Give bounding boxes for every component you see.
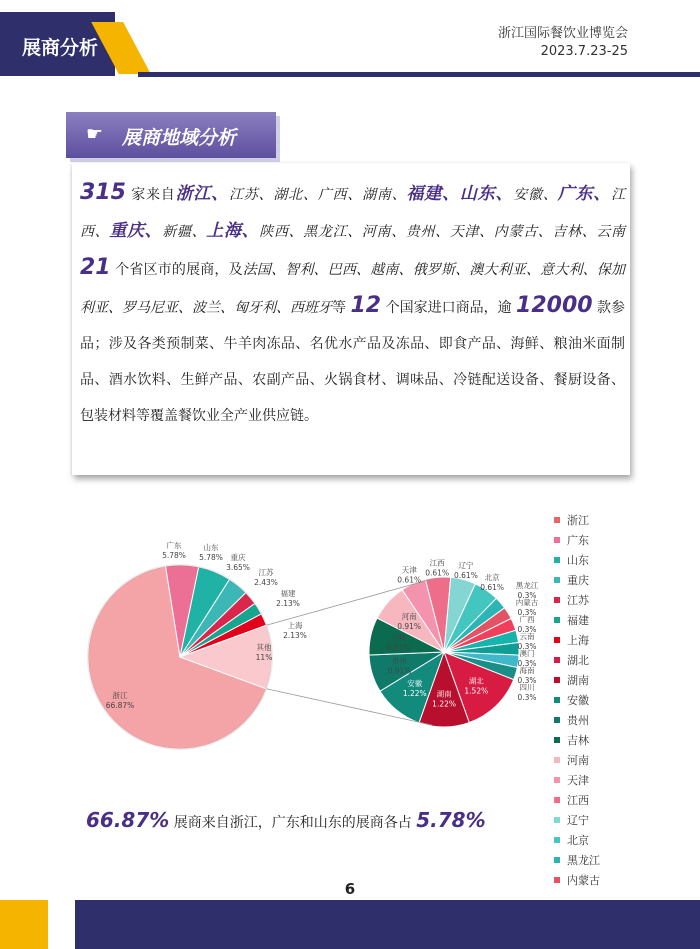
legend-item: [554, 510, 694, 530]
legend-label: 湖南: [567, 674, 589, 687]
sub-pie-label: 0.91%: [397, 622, 422, 632]
text-span: 个国家进口商品，逾: [385, 300, 512, 316]
legend-swatch: [554, 597, 560, 603]
region-count: 21: [80, 255, 111, 280]
main-pie-label: 福建: [280, 589, 296, 598]
sub-pie-label: 黑龙江: [515, 581, 539, 590]
legend-label: 山东: [567, 554, 589, 567]
legend-swatch: [554, 697, 560, 703]
highlight-zhejiang: 浙江、: [175, 184, 229, 204]
legend-swatch: [554, 797, 560, 803]
legend-label: 吉林: [567, 734, 589, 747]
text-span: 新疆、: [162, 224, 207, 240]
legend-item: [554, 670, 694, 690]
legend-item: [554, 570, 694, 590]
summary-text: 展商来自浙江，广东和山东的展商各占: [173, 815, 412, 831]
sub-pie-label: 0.91%: [386, 643, 411, 653]
main-pie-label: 3.65%: [226, 563, 250, 572]
sub-pie-label: 0.3%: [517, 591, 537, 600]
legend-label: 天津: [567, 774, 589, 787]
section-title-box: [66, 112, 276, 158]
zhejiang-percent: 66.87%: [86, 808, 170, 832]
sub-pie-label: 河南: [401, 612, 417, 622]
legend-label: 安徽: [567, 694, 589, 707]
legend-item: [554, 710, 694, 730]
text-span: 等: [332, 300, 347, 316]
sub-pie-label: 湖北: [468, 676, 484, 686]
highlight-guangdong: 广东、: [557, 184, 612, 204]
legend-swatch: [554, 617, 560, 623]
sub-pie-label: 0.61%: [425, 568, 450, 578]
sub-pie-label: 0.61%: [397, 575, 422, 585]
main-pie-label: 广东: [166, 541, 182, 550]
legend-item: [554, 610, 694, 630]
main-pie-label: 11%: [255, 653, 273, 662]
legend-swatch: [554, 757, 560, 763]
text-span: 江苏、湖北、广西、湖南、: [228, 187, 407, 203]
sub-pie-label: 0.61%: [480, 582, 505, 592]
sub-pie-label: 0.3%: [517, 625, 537, 634]
legend-item: [554, 690, 694, 710]
legend-item: [554, 750, 694, 770]
legend-item: [554, 790, 694, 810]
chart-legend: [554, 510, 694, 890]
sub-pie-label: 贵州: [392, 656, 408, 666]
main-pie-label: 浙江: [112, 691, 128, 700]
sub-pie-label: 0.91%: [387, 666, 412, 676]
legend-label: 北京: [567, 834, 589, 847]
main-pie-label: 江苏: [258, 568, 274, 577]
exhibitor-paragraph: [80, 175, 625, 434]
page-number: 6: [344, 880, 356, 898]
sub-pie-label: 1.22%: [402, 689, 427, 699]
sub-pie-label: 江西: [429, 558, 445, 568]
legend-label: 浙江: [567, 514, 589, 527]
legend-item: [554, 590, 694, 610]
main-pie-label: 2.43%: [254, 578, 278, 587]
legend-swatch: [554, 837, 560, 843]
legend-label: 重庆: [567, 574, 589, 587]
header-rule: [138, 72, 700, 77]
sub-pie-label: 四川: [519, 683, 535, 692]
main-pie-label: 66.87%: [105, 701, 135, 710]
sub-pie-label: 湖南: [436, 689, 452, 699]
legend-label: 广东: [567, 534, 589, 547]
main-pie-label: 其他: [256, 643, 272, 652]
legend-label: 贵州: [567, 714, 589, 727]
sub-pie-label: 安徽: [407, 679, 423, 689]
main-pie-label: 山东: [203, 543, 219, 552]
sub-pie-label: 云南: [519, 632, 535, 641]
sub-pie-label: 0.3%: [517, 659, 537, 668]
legend-swatch: [554, 517, 560, 523]
pointing-hand-icon: ☛: [86, 123, 104, 145]
text-span: 陕西、黑龙江、河南、贵州、天津、内蒙古、吉林、云南: [259, 224, 626, 240]
sub-pie-label: 广西: [519, 615, 535, 624]
legend-swatch: [554, 717, 560, 723]
legend-swatch: [554, 857, 560, 863]
item-count: 12000: [516, 293, 593, 318]
legend-swatch: [554, 537, 560, 543]
sub-pie-label: 0.3%: [517, 608, 537, 617]
text-span: 家来自: [131, 187, 176, 203]
section-title: 展商地域分析: [122, 127, 237, 149]
sub-pie-label: 0.3%: [517, 642, 537, 651]
guangdong-shandong-percent: 5.78%: [416, 808, 486, 832]
legend-item: [554, 770, 694, 790]
legend-item: [554, 550, 694, 570]
legend-label: 河南: [567, 754, 589, 767]
text-span: 安徽、: [513, 187, 558, 203]
legend-item: [554, 630, 694, 650]
main-pie-label: 2.13%: [276, 599, 300, 608]
summary-textbox: [72, 163, 630, 475]
legend-swatch: [554, 657, 560, 663]
legend-item: [554, 530, 694, 550]
exhibitor-count: 315: [80, 180, 126, 205]
sub-pie-label: 澳门: [519, 649, 535, 658]
sub-pie-label: 吉林: [391, 633, 407, 643]
legend-swatch: [554, 577, 560, 583]
sub-pie-label: 北京: [484, 572, 500, 582]
legend-item: [554, 810, 694, 830]
text-span: 款参品；涉及各类预制菜、牛羊肉冻品、名优水产品及冻品、即食产品、海鲜、粮油米面制品、酒水饮料、生鲜产品、农副产品、火锅食材、调味品、冷链配送设备、餐厨设备、包装材料等覆盖餐饮业全产业供应链。: [80, 300, 626, 424]
legend-label: 辽宁: [567, 814, 589, 827]
legend-label: 江苏: [567, 594, 589, 607]
sub-pie-label: 内蒙古: [515, 598, 539, 607]
sub-pie-label: 天津: [401, 565, 417, 575]
sub-pie-label: 1.22%: [432, 699, 457, 709]
country-count: 12: [350, 293, 382, 318]
legend-item: [554, 730, 694, 750]
legend-swatch: [554, 777, 560, 783]
text-span: 个省区市的展商，及: [115, 262, 243, 278]
legend-label: 内蒙古: [567, 874, 600, 887]
country-list: 法国、智利、巴西、越南、俄罗斯、澳大利亚、意大利、保加利亚、罗马尼亚、波兰、匈牙利、西班牙: [80, 262, 626, 316]
summary-line: [86, 808, 486, 832]
main-pie-label: 上海: [287, 621, 303, 630]
main-pie-label: 重庆: [230, 553, 246, 562]
highlight-fujian: 福建、: [406, 184, 460, 204]
main-pie-label: 5.78%: [162, 551, 186, 560]
legend-item: [554, 850, 694, 870]
sub-pie-label: 辽宁: [458, 560, 474, 570]
legend-label: 江西: [567, 794, 589, 807]
legend-item: [554, 650, 694, 670]
legend-swatch: [554, 637, 560, 643]
legend-label: 黑龙江: [567, 854, 600, 867]
footer-accent: [0, 900, 48, 949]
text-span: 江西、: [80, 187, 626, 240]
sub-pie-label: 海南: [519, 666, 535, 675]
sub-pie-label: 1.52%: [464, 686, 489, 696]
main-pie-label: 5.78%: [199, 553, 223, 562]
sub-pie-label: 0.3%: [517, 676, 537, 685]
legend-swatch: [554, 737, 560, 743]
legend-label: 上海: [567, 634, 589, 647]
event-name: 浙江国际餐饮业博览会: [497, 26, 628, 41]
footer-bar: [75, 900, 700, 949]
legend-swatch: [554, 557, 560, 563]
page-title: 展商分析: [22, 37, 99, 59]
legend-item: [554, 830, 694, 850]
highlight-chongqing: 重庆、: [109, 221, 163, 241]
sub-pie-label: 0.3%: [517, 693, 537, 702]
sub-pie-label: 0.61%: [454, 570, 478, 580]
legend-label: 湖北: [567, 654, 589, 667]
legend-label: 福建: [567, 614, 589, 627]
highlight-shandong: 山东、: [459, 184, 514, 204]
main-pie-label: 2.13%: [283, 631, 307, 640]
highlight-shanghai: 上海、: [206, 221, 260, 241]
event-date: 2023.7.23-25: [540, 44, 628, 59]
legend-swatch: [554, 817, 560, 823]
legend-swatch: [554, 677, 560, 683]
